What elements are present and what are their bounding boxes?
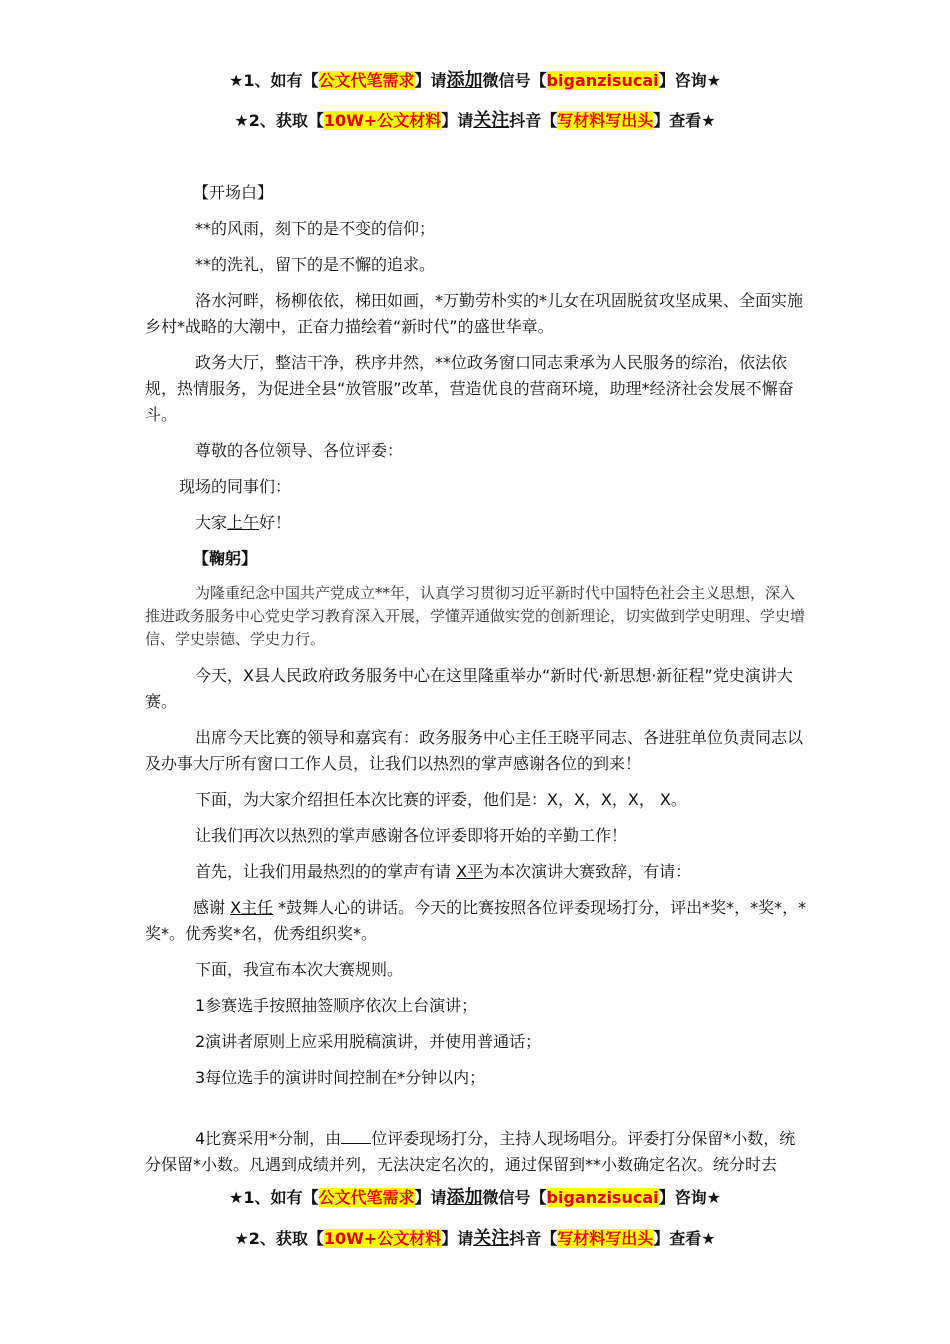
- footer-line-1: ★1、如有【公文代笔需求】请添加微信号【biganzisucai】咨询★: [229, 1187, 721, 1208]
- paragraph: 感谢 X主任 *鼓舞人心的讲话。今天的比赛按照各位评委现场打分，评出*奖*，*奖*，*奖*。优秀奖*名，优秀组织奖*。: [145, 898, 807, 943]
- wechat-id: biganzisucai: [546, 71, 659, 90]
- paragraph: 现场的同事们：: [179, 477, 292, 496]
- rule-item: 3每位选手的演讲时间控制在*分钟以内；: [195, 1068, 486, 1087]
- highlight-materials: 10W+公文材料: [323, 111, 442, 130]
- document-body: [145, 180, 807, 1101]
- paragraph: 首先，让我们用最热烈的的掌声有请 X平为本次演讲大赛致辞，有请：: [195, 862, 692, 881]
- header-line-2: ★2、获取【10W+公文材料】请关注抖音【写材料写出头】查看★: [234, 110, 716, 131]
- bow-title: 【鞠躬】: [193, 549, 258, 568]
- paragraph: 洛水河畔，杨柳依依，梯田如画，*万勤劳朴实的*儿女在巩固脱贫攻坚成果、全面实施乡村*战略的大潮中，正奋力描绘着“新时代”的盛世华章。: [145, 291, 804, 336]
- opening-title: 【开场白】: [193, 183, 274, 202]
- paragraph: 今天，X县人民政府政务服务中心在这里隆重举办“新时代·新思想·新征程”党史演讲大赛。: [145, 666, 793, 711]
- header-line-1: ★1、如有【公文代笔需求】请添加微信号【biganzisucai】咨询★: [229, 70, 721, 91]
- paragraph: **的洗礼，留下的是不懈的追求。: [195, 255, 436, 274]
- paragraph: 政务大厅，整洁干净，秩序井然，**位政务窗口同志秉承为人民服务的综治，依法依规，热情服务，为促进全县“放管服”改革，营造优良的营商环境，助理*经济社会发展不懈奋斗。: [145, 353, 794, 424]
- paragraph: 尊敬的各位领导、各位评委：: [195, 441, 404, 460]
- highlight-service: 公文代笔需求: [318, 71, 415, 90]
- rule-item: 1参赛选手按照抽签顺序依次上台演讲；: [195, 996, 478, 1015]
- rule-item: 2演讲者原则上应采用脱稿演讲，并使用普通话；: [195, 1032, 542, 1051]
- follow-emphasis: 关注: [473, 110, 510, 131]
- blank-underline: [341, 1129, 371, 1144]
- paragraph: 下面，为大家介绍担任本次比赛的评委，他们是：X，X，X，X， X。: [195, 790, 687, 809]
- paragraph: 大家上午好！: [195, 513, 292, 532]
- paragraph: 出席今天比赛的领导和嘉宾有：政务服务中心主任王晓平同志、各进驻单位负责同志以及办事大厅所有窗口工作人员，让我们以热烈的掌声感谢各位的到来！: [145, 728, 804, 773]
- rule-item-cut: 4比赛采用*分制，由 位评委现场打分，主持人现场唱分。评委打分保留*小数，统分保留*小数。凡遇到成绩并列，无法决定名次的，通过保留到**小数确定名次。统分时去: [145, 1129, 796, 1174]
- footer-line-2: ★2、获取【10W+公文材料】请关注抖音【写材料写出头】查看★: [234, 1228, 716, 1249]
- paragraph: 让我们再次以热烈的掌声感谢各位评委即将开始的辛勤工作！: [195, 826, 628, 845]
- paragraph: **的风雨，刻下的是不变的信仰；: [195, 219, 436, 238]
- paragraph: 下面，我宣布本次大赛规则。: [195, 960, 404, 979]
- add-emphasis: 添加: [446, 70, 483, 91]
- douyin-account: 写材料写出头: [557, 111, 654, 130]
- paragraph: 为隆重纪念中国共产党成立**年，认真学习贯彻习近平新时代中国特色社会主义思想，深入推进政务服务中心党史学习教育深入开展，学懂弄通做实党的创新理论，切实做到学史明理、学史增信、学史崇德、学史力行。: [145, 584, 806, 648]
